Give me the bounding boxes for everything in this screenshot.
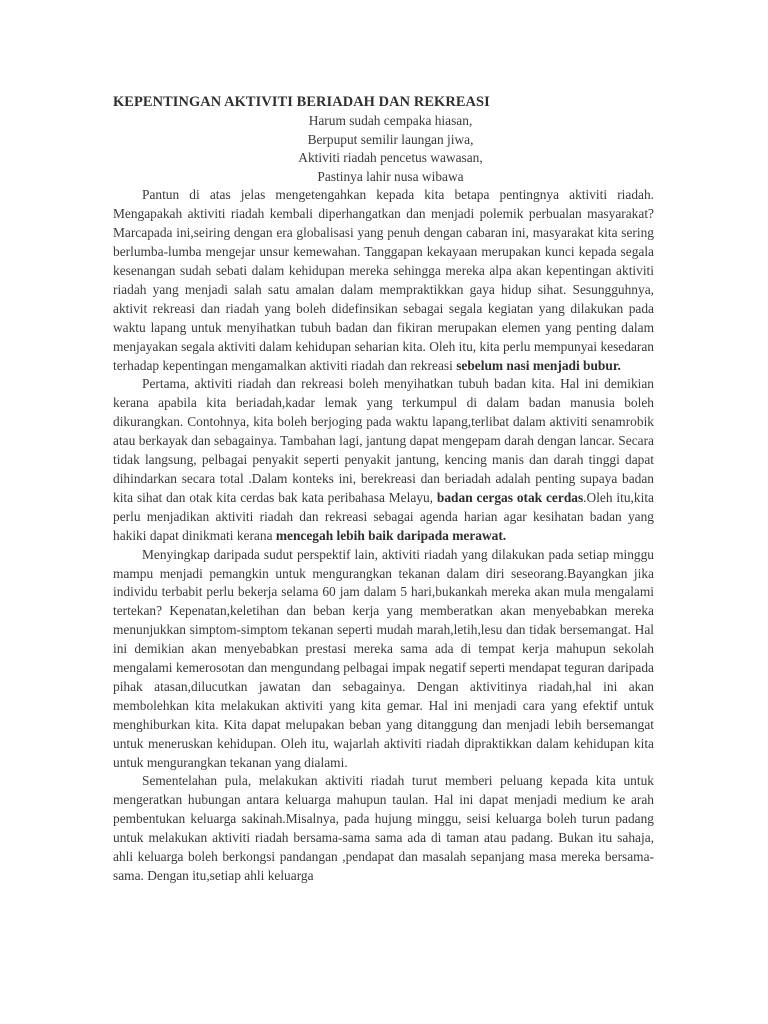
pantun-verse [113,112,654,186]
bold-phrase: badan cergas otak cerdas [436,489,584,505]
paragraph-point-1 [113,375,654,545]
bold-phrase: mencegah lebih baik daripada merawat. [275,527,507,543]
paragraph-text: Pertama, aktiviti riadah dan rekreasi boleh menyihatkan tubuh badan kita. Hal ini demikian kerana apabila kita beriadah,kadar lemak yang terkumpul di dalam badan manusia boleh dikurangkan. Contohnya, kita boleh berjoging pada waktu lapang,terlibat dalam aktiviti senamrobik atau berkayak dan sebagainya. Tambahan lagi, jantung dapat mengepam darah dengan lancar. Secara tidak langsung, pelbagai penyakit seperti penyakit jantung, kencing manis dan darah tinggi dapat dihindarkan secara total .Dalam konteks ini, berekreasi dan beriadah adalah penting supaya badan kita sihat dan otak kita cerdas bak kata peribahasa Melayu, [113,376,654,505]
paragraph-intro [113,186,654,375]
poem-line: Aktiviti riadah pencetus wawasan, [298,150,483,166]
document-title: KEPENTINGAN AKTIVITI BERIADAH DAN REKREASI [113,94,490,110]
paragraph-point-2 [113,546,654,773]
paragraph-text: Pantun di atas jelas mengetengahkan kepada kita betapa pentingnya aktiviti riadah. Mengapakah aktiviti riadah kembali diperhangatkan dan menjadi polemik perbualan masyarakat? Marcapada ini,seiring dengan era globalisasi yang penuh dengan cabaran ini, masyarakat kita sering berlumba-lumba mengejar unsur kemewahan. Tanggapan kekayaan merupakan kunci kepada segala kesenangan sudah sebati dalam kehidupan mereka sehingga mereka alpa akan kepentingan aktiviti riadah yang menjadi salah satu amalan dalam mempraktikkan gaya hidup sihat. Sesungguhnya, aktivit rekreasi dan riadah yang boleh didefinsikan sebagai segala kegiatan yang dilakukan pada waktu lapang untuk menyihatkan tubuh badan dan fikiran merupakan elemen yang penting dalam menjayakan segala aktiviti dalam kehidupan seharian kita. Oleh itu, kita perlu mempunyai kesedaran terhadap kepentingan mengamalkan aktiviti riadah dan rekreasi [113,187,654,373]
paragraph-text: Menyingkap daripada sudut perspektif lain, aktiviti riadah yang dilakukan pada setiap minggu mampu menjadi pemangkin untuk mengurangkan tekanan dalam diri seseorang.Bayangkan jika individu terbabit perlu bekerja selama 60 jam dalam 5 hari,bukankah mereka akan mula mengalami tertekan? Kepenatan,keletihan dan beban kerja yang memberatkan akan menyebabkan mereka menunjukkan simptom-simptom tekanan seperti mudah marah,letih,lesu dan tidak bersemangat. Hal ini demikian akan menyebabkan prestasi mereka sama ada di tempat kerja mahupun sekolah mengalami kemerosotan dan mengundang pelbagai impak negatif seperti mendapat teguran daripada pihak atasan,dilucutkan jawatan dan sebagainya. Dengan aktivitinya riadah,hal ini akan membolehkan kita melakukan aktiviti yang kita gemar. Hal ini menjadi cara yang efektif untuk menghiburkan kita. Kita dapat melupakan beban yang ditanggung dan menjadi lebih bersemangat untuk meneruskan kehidupan. Oleh itu, wajarlah aktiviti riadah dipraktikkan dalam kehidupan kita untuk mengurangkan tekanan yang dialami. [113,546,654,770]
poem-line: Berpuput semilir laungan jiwa, [307,131,474,147]
paragraph-text: .Oleh itu,kita perlu menjadikan aktiviti riadah dan rekreasi sebagai agenda harian agar kesihatan badan yang hakiki dapat dinikmati kerana [113,489,654,543]
document-body [113,93,654,886]
bold-phrase: sebelum nasi menjadi bubur. [456,357,621,373]
paragraph-point-3 [113,772,654,885]
poem-line: Harum sudah cempaka hiasan, [308,113,473,128]
paragraph-text: Sementelahan pula, melakukan aktiviti riadah turut memberi peluang kepada kita untuk mengeratkan hubungan antara keluarga mahupun taulan. Hal ini dapat menjadi medium ke arah pembentukan keluarga sakinah.Misalnya, pada hujung minggu, seisi keluarga boleh turun padang untuk melakukan aktiviti riadah bersama-sama sama ada di taman atau padang. Bukan itu sahaja, ahli keluarga boleh berkongsi pandangan ,pendapat dan masalah sepanjang masa mereka bersama-sama. Dengan itu,setiap ahli keluarga [113,773,654,883]
poem-line: Pastinya lahir nusa wibawa [317,168,464,184]
